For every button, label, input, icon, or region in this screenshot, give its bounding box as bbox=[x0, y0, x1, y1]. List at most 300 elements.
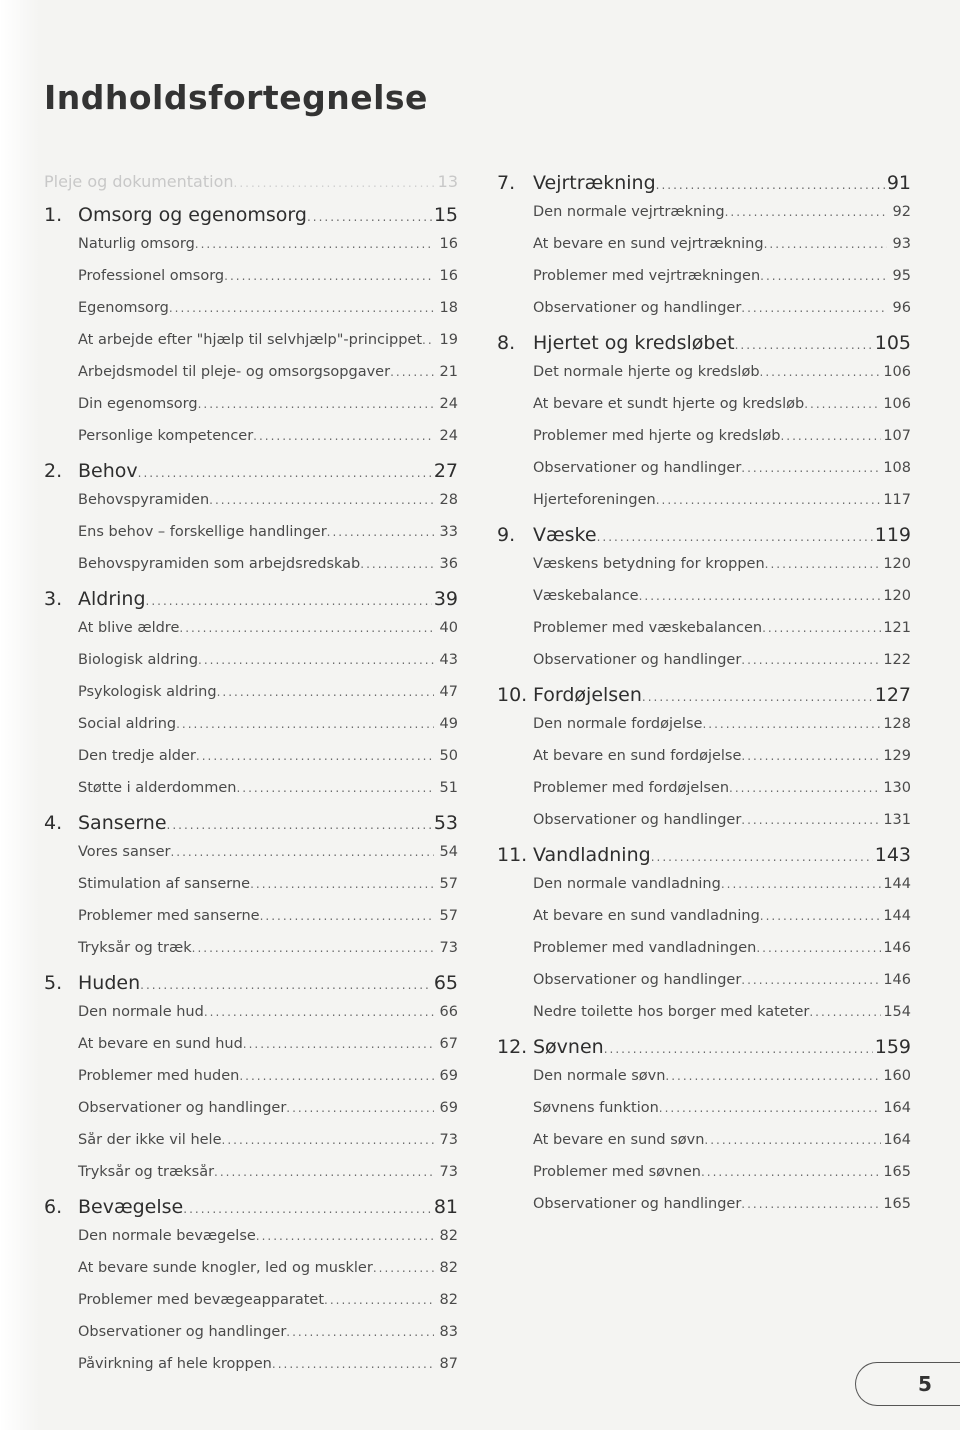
entry-page-number: 21 bbox=[439, 364, 458, 380]
toc-entry bbox=[497, 780, 911, 812]
toc-chapter-entry bbox=[44, 588, 458, 620]
toc-entry bbox=[497, 236, 911, 268]
toc-entry bbox=[497, 1196, 911, 1228]
entry-title: Vejrtrækning bbox=[533, 172, 656, 194]
toc-entry bbox=[497, 204, 911, 236]
dot-leader bbox=[260, 909, 434, 923]
entry-page-number: 91 bbox=[886, 172, 911, 194]
entry-page-number: 69 bbox=[439, 1068, 458, 1084]
dot-leader bbox=[725, 205, 887, 219]
dot-leader bbox=[170, 845, 434, 859]
entry-page-number: 81 bbox=[433, 1196, 458, 1218]
dot-leader bbox=[239, 1069, 434, 1083]
dot-leader bbox=[721, 877, 881, 891]
entry-page-number: 165 bbox=[883, 1164, 911, 1180]
toc-entry bbox=[44, 1292, 458, 1324]
entry-title: Påvirkning af hele kroppen bbox=[78, 1356, 272, 1372]
dot-leader bbox=[272, 1357, 434, 1371]
dot-leader bbox=[360, 557, 434, 571]
entry-page-number: 105 bbox=[874, 332, 911, 354]
entry-title: Væske bbox=[533, 524, 597, 546]
entry-page-number: 40 bbox=[439, 620, 458, 636]
toc-entry bbox=[497, 1068, 911, 1100]
dot-leader bbox=[256, 1229, 434, 1243]
toc-entry bbox=[497, 300, 911, 332]
dot-leader bbox=[741, 461, 881, 475]
entry-page-number: 73 bbox=[439, 1132, 458, 1148]
toc-entry bbox=[44, 748, 458, 780]
entry-title: Behovspyramiden som arbejdsredskab bbox=[78, 556, 361, 572]
entry-title: Behov bbox=[78, 460, 138, 482]
dot-leader bbox=[764, 237, 887, 251]
toc-entry bbox=[497, 396, 911, 428]
dot-leader bbox=[665, 1069, 881, 1083]
toc-entry bbox=[44, 1324, 458, 1356]
dot-leader bbox=[167, 818, 432, 832]
entry-title: Problemer med sanserne bbox=[78, 908, 260, 924]
entry-page-number: 119 bbox=[874, 524, 911, 546]
entry-title: Huden bbox=[78, 972, 141, 994]
entry-page-number: 49 bbox=[439, 716, 458, 732]
entry-title: Den normale bevægelse bbox=[78, 1228, 256, 1244]
entry-title: Sår der ikke vil hele bbox=[78, 1132, 222, 1148]
entry-title: Din egenomsorg bbox=[78, 396, 198, 412]
dot-leader bbox=[701, 1165, 881, 1179]
entry-title: Observationer og handlinger bbox=[533, 812, 742, 828]
entry-title: Væskens betydning for kroppen bbox=[533, 556, 765, 572]
toc-entry bbox=[497, 748, 911, 780]
entry-title: Hjertet og kredsløbet bbox=[533, 332, 735, 354]
entry-title: Vores sanser bbox=[78, 844, 171, 860]
entry-title: Søvnens funktion bbox=[533, 1100, 659, 1116]
toc-entry bbox=[497, 620, 911, 652]
entry-title: Observationer og handlinger bbox=[533, 652, 742, 668]
dot-leader bbox=[307, 210, 432, 224]
chapter-number: 1. bbox=[44, 204, 63, 226]
toc-entry bbox=[44, 332, 458, 364]
entry-title: Psykologisk aldring bbox=[78, 684, 217, 700]
page-number: 5 bbox=[918, 1372, 932, 1396]
entry-page-number: 159 bbox=[874, 1036, 911, 1058]
toc-entry bbox=[44, 1068, 458, 1100]
toc-entry bbox=[497, 460, 911, 492]
chapter-number: 11. bbox=[497, 844, 528, 866]
entry-title: Den normale søvn bbox=[533, 1068, 666, 1084]
toc-entry bbox=[44, 1036, 458, 1068]
toc-entry bbox=[44, 300, 458, 332]
entry-title: Nedre toilette hos borger med kateter bbox=[533, 1004, 810, 1020]
toc-entry bbox=[497, 1164, 911, 1196]
dot-leader bbox=[735, 338, 873, 352]
toc-chapter-entry bbox=[497, 684, 911, 716]
toc-entry bbox=[44, 1228, 458, 1260]
entry-page-number: 165 bbox=[883, 1196, 911, 1212]
dot-leader bbox=[236, 781, 434, 795]
entry-page-number: 43 bbox=[439, 652, 458, 668]
entry-page-number: 144 bbox=[883, 876, 911, 892]
dot-leader bbox=[198, 653, 434, 667]
entry-title: Problemer med søvnen bbox=[533, 1164, 701, 1180]
toc-entry bbox=[44, 652, 458, 684]
entry-title: Den normale vejrtrækning bbox=[533, 204, 725, 220]
entry-page-number: 82 bbox=[439, 1228, 458, 1244]
dot-leader bbox=[243, 1037, 434, 1051]
entry-page-number: 121 bbox=[883, 620, 911, 636]
entry-title: Problemer med væskebalancen bbox=[533, 620, 763, 636]
toc-entry bbox=[497, 1132, 911, 1164]
toc-chapter-entry bbox=[497, 524, 911, 556]
entry-page-number: 93 bbox=[892, 236, 911, 252]
toc-entry bbox=[497, 876, 911, 908]
toc-entry bbox=[44, 844, 458, 876]
dot-leader bbox=[659, 1101, 882, 1115]
toc-entry bbox=[44, 684, 458, 716]
toc-chapter-entry bbox=[44, 204, 458, 236]
toc-entry bbox=[44, 1260, 458, 1292]
entry-page-number: 164 bbox=[883, 1132, 911, 1148]
chapter-number: 8. bbox=[497, 332, 516, 354]
entry-page-number: 131 bbox=[883, 812, 911, 828]
page-number-tab bbox=[855, 1362, 960, 1406]
toc-column-left bbox=[44, 172, 458, 1388]
chapter-number: 9. bbox=[497, 524, 516, 546]
dot-leader bbox=[741, 301, 887, 315]
toc-entry bbox=[44, 780, 458, 812]
dot-leader bbox=[327, 525, 434, 539]
entry-title: Observationer og handlinger bbox=[533, 300, 742, 316]
entry-page-number: 16 bbox=[439, 236, 458, 252]
dot-leader bbox=[183, 1202, 432, 1216]
entry-page-number: 47 bbox=[439, 684, 458, 700]
entry-page-number: 18 bbox=[439, 300, 458, 316]
dot-leader bbox=[324, 1293, 434, 1307]
chapter-number: 10. bbox=[497, 684, 528, 706]
dot-leader bbox=[639, 589, 882, 603]
entry-page-number: 53 bbox=[433, 812, 458, 834]
toc-chapter-entry bbox=[44, 812, 458, 844]
entry-title: At bevare en sund hud bbox=[78, 1036, 243, 1052]
entry-title: Hjerteforeningen bbox=[533, 492, 656, 508]
toc-chapter-entry bbox=[44, 972, 458, 1004]
dot-leader bbox=[702, 717, 881, 731]
toc-entry bbox=[44, 940, 458, 972]
dot-leader bbox=[196, 749, 434, 763]
entry-title: Problemer med vandladningen bbox=[533, 940, 757, 956]
entry-title: Observationer og handlinger bbox=[533, 460, 742, 476]
toc-entry bbox=[497, 492, 911, 524]
entry-title: Sanserne bbox=[78, 812, 167, 834]
dot-leader bbox=[597, 530, 873, 544]
toc-entry bbox=[497, 1100, 911, 1132]
entry-title: At bevare et sundt hjerte og kredsløb bbox=[533, 396, 805, 412]
entry-title: At bevare en sund søvn bbox=[533, 1132, 705, 1148]
dot-leader bbox=[780, 429, 881, 443]
dot-leader bbox=[741, 813, 881, 827]
entry-title: Ens behov – forskellige handlinger bbox=[78, 524, 327, 540]
entry-title: At arbejde efter "hjælp til selvhjælp"-princippet bbox=[78, 332, 423, 348]
dot-leader bbox=[762, 621, 881, 635]
dot-leader bbox=[422, 333, 434, 347]
entry-page-number: 73 bbox=[439, 940, 458, 956]
dot-leader bbox=[651, 850, 873, 864]
toc-entry bbox=[497, 940, 911, 972]
toc-entry bbox=[44, 716, 458, 748]
entry-page-number: 106 bbox=[883, 396, 911, 412]
entry-page-number: 19 bbox=[439, 332, 458, 348]
dot-leader bbox=[756, 941, 881, 955]
dot-leader bbox=[234, 176, 435, 190]
entry-page-number: 154 bbox=[883, 1004, 911, 1020]
entry-title: Den normale fordøjelse bbox=[533, 716, 703, 732]
toc-entry bbox=[497, 588, 911, 620]
toc-entry bbox=[497, 1004, 911, 1036]
entry-title: Professionel omsorg bbox=[78, 268, 225, 284]
entry-page-number: 128 bbox=[883, 716, 911, 732]
entry-page-number: 82 bbox=[439, 1292, 458, 1308]
dot-leader bbox=[373, 1261, 434, 1275]
entry-page-number: 57 bbox=[439, 876, 458, 892]
entry-page-number: 27 bbox=[433, 460, 458, 482]
entry-title: Problemer med bevægeapparatet bbox=[78, 1292, 325, 1308]
dot-leader bbox=[656, 178, 885, 192]
entry-page-number: 13 bbox=[437, 172, 458, 191]
dot-leader bbox=[224, 269, 434, 283]
entry-title: Vandladning bbox=[533, 844, 651, 866]
entry-title: Social aldring bbox=[78, 716, 177, 732]
toc-entry bbox=[44, 908, 458, 940]
entry-title: Observationer og handlinger bbox=[533, 1196, 742, 1212]
entry-title: Problemer med vejrtrækningen bbox=[533, 268, 761, 284]
dot-leader bbox=[195, 237, 434, 251]
entry-title: Biologisk aldring bbox=[78, 652, 199, 668]
dot-leader bbox=[169, 301, 434, 315]
entry-page-number: 95 bbox=[892, 268, 911, 284]
toc-entry bbox=[497, 716, 911, 748]
chapter-number: 4. bbox=[44, 812, 63, 834]
dot-leader bbox=[198, 397, 434, 411]
entry-title: Tryksår og træk bbox=[78, 940, 192, 956]
entry-page-number: 73 bbox=[439, 1164, 458, 1180]
entry-title: Naturlig omsorg bbox=[78, 236, 195, 252]
dot-leader bbox=[760, 365, 882, 379]
entry-page-number: 146 bbox=[883, 972, 911, 988]
entry-page-number: 69 bbox=[439, 1100, 458, 1116]
chapter-number: 3. bbox=[44, 588, 63, 610]
entry-title: Væskebalance bbox=[533, 588, 639, 604]
entry-page-number: 106 bbox=[883, 364, 911, 380]
entry-page-number: 120 bbox=[883, 556, 911, 572]
dot-leader bbox=[209, 493, 434, 507]
dot-leader bbox=[214, 1165, 434, 1179]
entry-title: Den tredje alder bbox=[78, 748, 196, 764]
toc-entry bbox=[497, 428, 911, 460]
dot-leader bbox=[704, 1133, 881, 1147]
entry-page-number: 15 bbox=[433, 204, 458, 226]
dot-leader bbox=[604, 1042, 873, 1056]
entry-page-number: 24 bbox=[439, 396, 458, 412]
entry-page-number: 39 bbox=[433, 588, 458, 610]
toc-entry bbox=[497, 364, 911, 396]
entry-page-number: 28 bbox=[439, 492, 458, 508]
toc-entry bbox=[44, 1004, 458, 1036]
entry-page-number: 51 bbox=[439, 780, 458, 796]
entry-page-number: 67 bbox=[439, 1036, 458, 1052]
entry-title: At bevare en sund vejrtrækning bbox=[533, 236, 764, 252]
toc-chapter-entry bbox=[44, 1196, 458, 1228]
dot-leader bbox=[217, 685, 434, 699]
toc-intro-entry bbox=[44, 172, 458, 204]
entry-page-number: 164 bbox=[883, 1100, 911, 1116]
toc-entry bbox=[44, 396, 458, 428]
entry-title: Den normale vandladning bbox=[533, 876, 721, 892]
chapter-number: 7. bbox=[497, 172, 516, 194]
entry-page-number: 83 bbox=[439, 1324, 458, 1340]
entry-title: Bevægelse bbox=[78, 1196, 184, 1218]
dot-leader bbox=[286, 1101, 434, 1115]
dot-leader bbox=[809, 1005, 881, 1019]
entry-page-number: 108 bbox=[883, 460, 911, 476]
toc-entry bbox=[44, 492, 458, 524]
entry-title: Den normale hud bbox=[78, 1004, 204, 1020]
entry-page-number: 120 bbox=[883, 588, 911, 604]
entry-page-number: 143 bbox=[874, 844, 911, 866]
chapter-number: 6. bbox=[44, 1196, 63, 1218]
entry-title: Arbejdsmodel til pleje- og omsorgsopgaver bbox=[78, 364, 391, 380]
dot-leader bbox=[804, 397, 881, 411]
page-title: Indholdsfortegnelse bbox=[44, 78, 428, 117]
toc-entry bbox=[497, 812, 911, 844]
toc-chapter-entry bbox=[44, 460, 458, 492]
entry-page-number: 96 bbox=[892, 300, 911, 316]
entry-title: At bevare sunde knogler, led og muskler bbox=[78, 1260, 373, 1276]
dot-leader bbox=[390, 365, 434, 379]
entry-page-number: 57 bbox=[439, 908, 458, 924]
entry-page-number: 87 bbox=[439, 1356, 458, 1372]
entry-page-number: 36 bbox=[439, 556, 458, 572]
chapter-number: 5. bbox=[44, 972, 63, 994]
entry-page-number: 127 bbox=[874, 684, 911, 706]
toc-entry bbox=[497, 908, 911, 940]
dot-leader bbox=[741, 1197, 881, 1211]
dot-leader bbox=[741, 749, 881, 763]
entry-page-number: 92 bbox=[892, 204, 911, 220]
entry-page-number: 66 bbox=[439, 1004, 458, 1020]
entry-title: Problemer med fordøjelsen bbox=[533, 780, 730, 796]
dot-leader bbox=[741, 973, 881, 987]
toc-entry bbox=[44, 236, 458, 268]
entry-title: Aldring bbox=[78, 588, 146, 610]
entry-page-number: 82 bbox=[439, 1260, 458, 1276]
dot-leader bbox=[253, 429, 434, 443]
toc-entry bbox=[44, 1100, 458, 1132]
dot-leader bbox=[222, 1133, 435, 1147]
entry-title: At bevare en sund vandladning bbox=[533, 908, 760, 924]
toc-entry bbox=[44, 1356, 458, 1388]
entry-page-number: 65 bbox=[433, 972, 458, 994]
toc-entry bbox=[44, 364, 458, 396]
dot-leader bbox=[138, 466, 432, 480]
toc-entry bbox=[44, 1132, 458, 1164]
entry-title: Problemer med huden bbox=[78, 1068, 240, 1084]
dot-leader bbox=[250, 877, 434, 891]
dot-leader bbox=[656, 493, 882, 507]
entry-page-number: 24 bbox=[439, 428, 458, 444]
entry-title: Tryksår og træksår bbox=[78, 1164, 215, 1180]
toc-entry bbox=[44, 876, 458, 908]
entry-title: Problemer med hjerte og kredsløb bbox=[533, 428, 781, 444]
dot-leader bbox=[176, 717, 434, 731]
entry-title: At blive ældre bbox=[78, 620, 180, 636]
entry-page-number: 50 bbox=[439, 748, 458, 764]
entry-page-number: 130 bbox=[883, 780, 911, 796]
entry-title: Pleje og dokumentation bbox=[44, 172, 234, 191]
entry-title: Observationer og handlinger bbox=[78, 1324, 287, 1340]
dot-leader bbox=[760, 269, 887, 283]
chapter-number: 12. bbox=[497, 1036, 528, 1058]
entry-title: Støtte i alderdommen bbox=[78, 780, 237, 796]
entry-title: Observationer og handlinger bbox=[533, 972, 742, 988]
dot-leader bbox=[204, 1005, 434, 1019]
entry-title: Fordøjelsen bbox=[533, 684, 642, 706]
entry-page-number: 146 bbox=[883, 940, 911, 956]
toc-column-right bbox=[497, 172, 911, 1228]
dot-leader bbox=[179, 621, 434, 635]
toc-entry bbox=[497, 652, 911, 684]
toc-chapter-entry bbox=[497, 172, 911, 204]
toc-chapter-entry bbox=[497, 844, 911, 876]
entry-title: Omsorg og egenomsorg bbox=[78, 204, 307, 226]
entry-page-number: 107 bbox=[883, 428, 911, 444]
dot-leader bbox=[729, 781, 881, 795]
dot-leader bbox=[765, 557, 882, 571]
dot-leader bbox=[286, 1325, 434, 1339]
dot-leader bbox=[146, 594, 432, 608]
dot-leader bbox=[741, 653, 881, 667]
toc-entry bbox=[497, 268, 911, 300]
toc-entry bbox=[44, 428, 458, 460]
dot-leader bbox=[140, 978, 432, 992]
entry-title: At bevare en sund fordøjelse bbox=[533, 748, 742, 764]
entry-page-number: 144 bbox=[883, 908, 911, 924]
entry-title: Søvnen bbox=[533, 1036, 604, 1058]
toc-entry bbox=[497, 972, 911, 1004]
entry-page-number: 54 bbox=[439, 844, 458, 860]
entry-title: Det normale hjerte og kredsløb bbox=[533, 364, 760, 380]
toc-entry bbox=[44, 620, 458, 652]
dot-leader bbox=[192, 941, 434, 955]
toc-entry bbox=[44, 556, 458, 588]
toc-chapter-entry bbox=[497, 1036, 911, 1068]
entry-page-number: 117 bbox=[883, 492, 911, 508]
entry-page-number: 122 bbox=[883, 652, 911, 668]
dot-leader bbox=[760, 909, 882, 923]
entry-page-number: 16 bbox=[439, 268, 458, 284]
entry-page-number: 33 bbox=[439, 524, 458, 540]
chapter-number: 2. bbox=[44, 460, 63, 482]
toc-entry bbox=[497, 556, 911, 588]
entry-title: Behovspyramiden bbox=[78, 492, 210, 508]
entry-title: Egenomsorg bbox=[78, 300, 169, 316]
binding-shadow bbox=[0, 0, 40, 1430]
entry-page-number: 160 bbox=[883, 1068, 911, 1084]
entry-title: Stimulation af sanserne bbox=[78, 876, 251, 892]
toc-entry bbox=[44, 1164, 458, 1196]
toc-entry bbox=[44, 524, 458, 556]
entry-title: Observationer og handlinger bbox=[78, 1100, 287, 1116]
toc-entry bbox=[44, 268, 458, 300]
entry-page-number: 129 bbox=[883, 748, 911, 764]
toc-chapter-entry bbox=[497, 332, 911, 364]
